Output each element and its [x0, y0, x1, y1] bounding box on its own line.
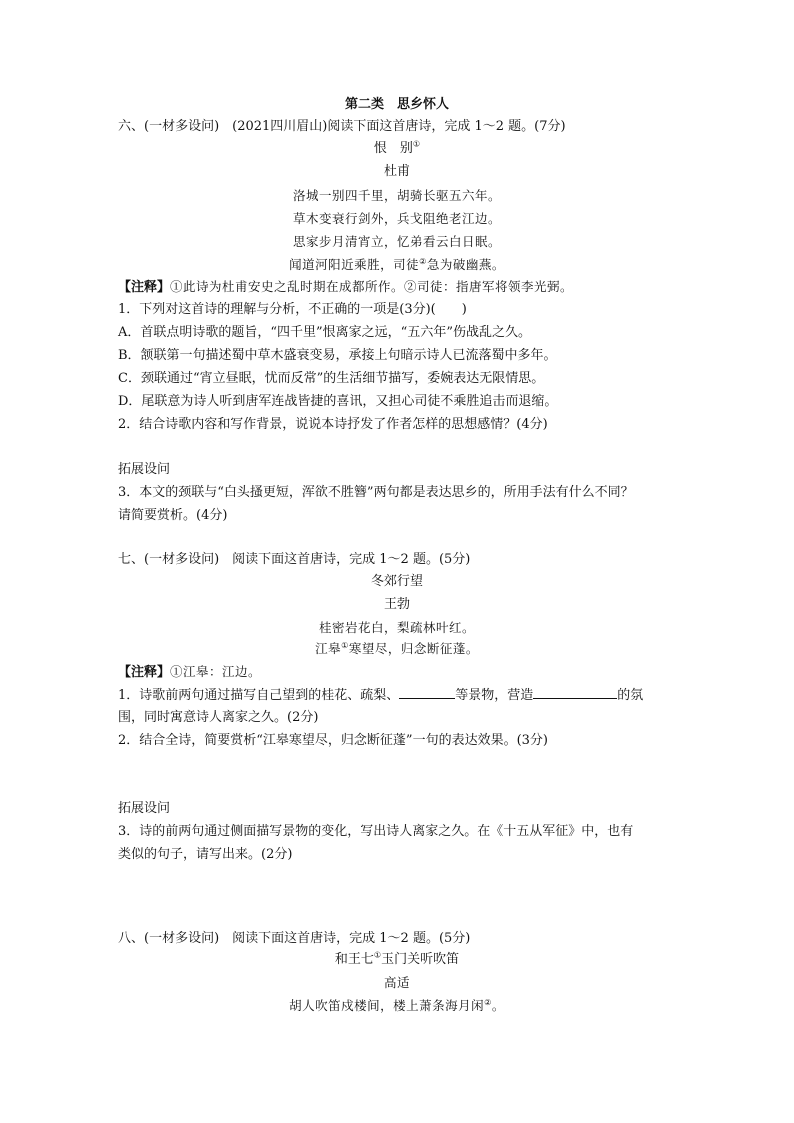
q6-poem-line-3: 思家步月清宵立，忆弟看云白日眠。	[292, 234, 501, 249]
q7-poem-title: 冬郊行望	[370, 574, 423, 589]
q6-note	[118, 278, 573, 297]
q6-header: 六、(一材多设问) (2021四川眉山)阅读下面这首唐诗，完成 1～2 题。(7分)	[118, 119, 566, 134]
q6-poem-title	[0, 140, 794, 158]
q7-q1-a: 1．诗歌前两句通过描写自己望到的桂花、疏梨、	[118, 688, 400, 703]
q6-poem-title-mark: ①	[412, 139, 421, 149]
q8-author: 高适	[383, 975, 410, 990]
q7-q1-b: 等景物，营造	[455, 688, 534, 703]
answer-blank-2[interactable]	[533, 686, 617, 699]
q6-poem-line-4	[0, 256, 794, 274]
q8-line1-b: 。	[491, 998, 505, 1013]
q7-line2-mark: ①	[341, 640, 349, 650]
section-title: 第二类 思乡怀人	[344, 97, 449, 112]
q7-header: 七、(一材多设问) 阅读下面这首唐诗，完成 1～2 题。(5分)	[118, 552, 471, 567]
q7-question-2: 2．结合全诗，简要赏析“江皋寒望尽，归念断征蓬”一句的表达效果。(3分)	[118, 733, 548, 748]
q8-title-a: 和王七	[334, 952, 374, 967]
q6-question-2: 2．结合诗歌内容和写作背景，说说本诗抒发了作者怎样的思想感情？(4分)	[118, 417, 548, 432]
q8-poem-title	[0, 951, 794, 969]
q6-question-1: 1．下列对这首诗的理解与分析，不正确的一项是(3分)( )	[118, 302, 467, 317]
q6-poem-line-1: 洛城一别四千里，胡骑长驱五六年。	[292, 188, 501, 203]
q6-poem-line-2: 草木变衰行剑外，兵戈阻绝老江边。	[292, 211, 501, 226]
answer-blank-1[interactable]	[399, 686, 455, 699]
q6-option-c: C．颈联通过“宵立昼眠，忧而反常”的生活细节描写，委婉表达无限情思。	[118, 371, 545, 386]
q8-header: 八、(一材多设问) 阅读下面这首唐诗，完成 1～2 题。(5分)	[118, 931, 471, 946]
q7-poem-line-1: 桂密岩花白，梨疏林叶红。	[318, 620, 475, 635]
q7-question-3-line-1: 3．诗的前两句通过侧面描写景物的变化，写出诗人离家之久。在《十五从军征》中，也有	[118, 824, 634, 839]
q8-line1-mark: ②	[484, 997, 492, 1007]
q7-note-label: 【注释】	[118, 665, 171, 680]
q8-title-mark: ①	[373, 950, 382, 960]
q7-question-1-line-1	[118, 686, 643, 705]
q6-poem-title-text: 恨 别	[373, 141, 413, 156]
q6-question-3-line-1: 3．本文的颈联与“白头搔更短，浑欲不胜簪”两句都是表达思乡的，所用手法有什么不同？	[118, 485, 634, 500]
q6-author: 杜甫	[383, 164, 410, 179]
q7-note-text: ①江皋：江边。	[170, 664, 262, 679]
q7-poem-line-2	[0, 640, 794, 658]
q7-question-1-line-2: 围，同时寓意诗人离家之久。(2分)	[118, 710, 319, 725]
q7-author: 王勃	[383, 597, 410, 612]
q7-note	[118, 663, 261, 682]
q6-line4-mark: ②	[419, 256, 427, 266]
q7-extension-title: 拓展设问	[118, 801, 171, 816]
q7-line2-b: 寒望尽，归念断征蓬。	[348, 641, 479, 656]
q6-line4-a: 闻道河阳近乘胜，司徒	[289, 257, 420, 272]
q6-note-label: 【注释】	[118, 280, 171, 295]
q6-option-a: A．首联点明诗歌的题旨，“四千里”恨离家之远，“五六年”伤战乱之久。	[118, 325, 531, 340]
q8-line1-a: 胡人吹笛戍楼间，楼上萧条海月闲	[289, 998, 485, 1013]
q6-option-d: D．尾联意为诗人听到唐军连战皆捷的喜讯，又担心司徒不乘胜追击而退缩。	[118, 394, 558, 409]
q6-option-b: B．颔联第一句描述蜀中草木盛衰变易，承接上句暗示诗人已流落蜀中多年。	[118, 348, 557, 363]
q6-question-3-line-2: 请简要赏析。(4分)	[118, 508, 228, 523]
q6-extension-title: 拓展设问	[118, 462, 171, 477]
q6-line4-b: 急为破幽燕。	[426, 257, 505, 272]
q6-note-text: ①此诗为杜甫安史之乱时期在成都所作。②司徒：指唐军将领李光弼。	[170, 279, 574, 294]
q7-q1-c: 的氛	[617, 688, 644, 703]
q8-title-b: 玉门关听吹笛	[381, 952, 460, 967]
q8-poem-line-1	[0, 997, 794, 1015]
q7-line2-a: 江皋	[315, 641, 342, 656]
q7-question-3-line-2: 类似的句子，请写出来。(2分)	[118, 847, 293, 862]
